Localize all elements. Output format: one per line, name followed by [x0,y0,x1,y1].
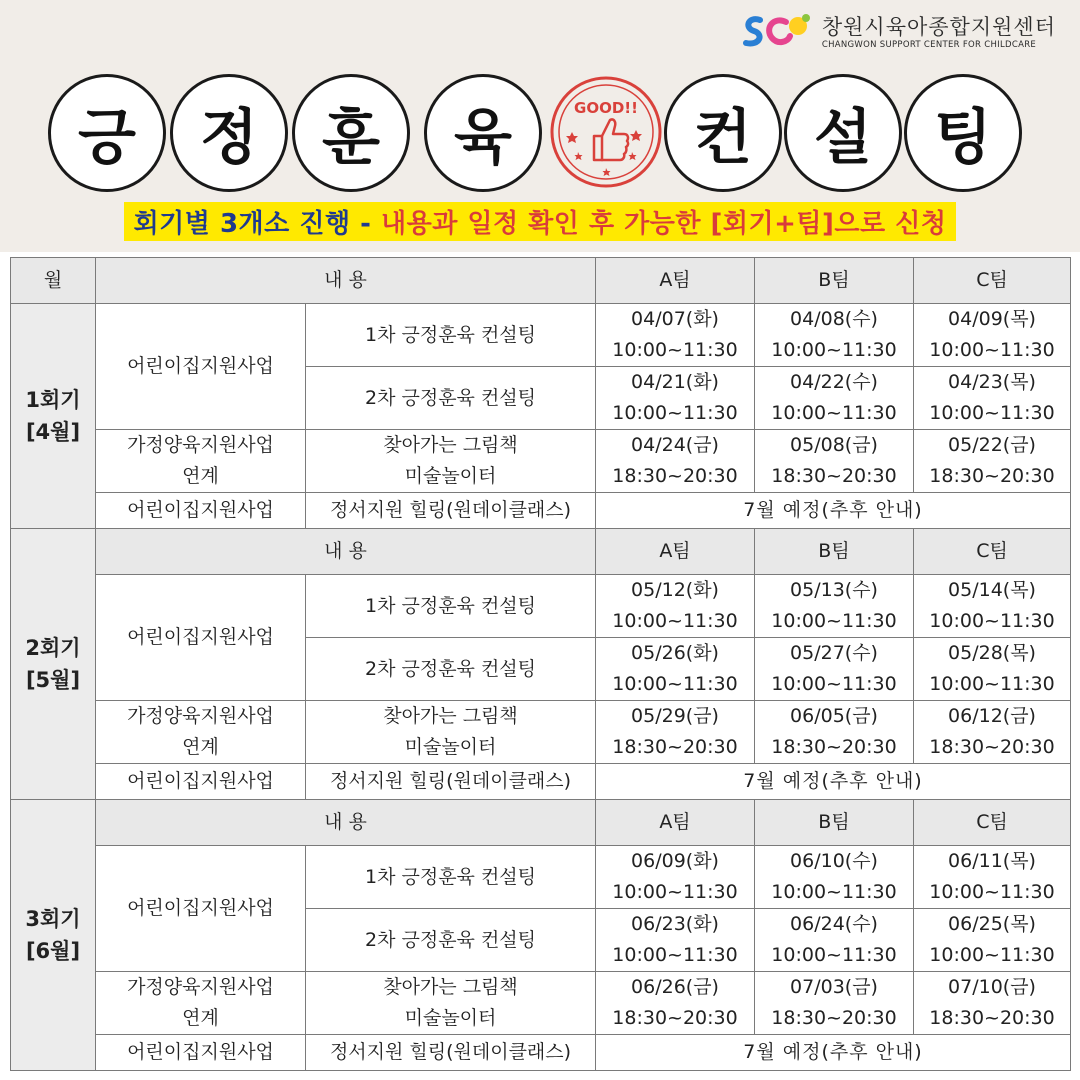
subtitle-highlight [124,202,957,241]
team-c-schedule: 05/28(목) 10:00~11:30 [914,638,1071,701]
pending-schedule-cell: 7월 예정(추후 안내) [596,1035,1071,1071]
team-a-schedule: 06/09(화) 10:00~11:30 [596,846,755,909]
table-header-row [11,529,1071,575]
center-name-english: CHANGWON SUPPORT CENTER FOR CHILDCARE [821,39,1037,50]
title-char: 팅 [904,74,1022,192]
activity-cell: 찾아가는 그림책 미술놀이터 [306,701,596,764]
team-header-b: B팀 [755,800,914,846]
team-a-schedule: 06/26(금) 18:30~20:30 [596,972,755,1035]
activity-cell: 2차 긍정훈육 컨설팅 [306,638,596,701]
team-b-schedule: 05/08(금) 18:30~20:30 [755,430,914,493]
team-c-schedule: 06/25(목) 10:00~11:30 [914,909,1071,972]
table-row [11,764,1071,800]
team-c-schedule: 07/10(금) 18:30~20:30 [914,972,1071,1035]
title [0,74,1080,194]
table-row [11,1035,1071,1071]
title-char: 컨 [664,74,782,192]
table-row [11,430,1071,493]
table-header-row [11,258,1071,304]
schedule-table [10,257,1071,1071]
activity-cell: 찾아가는 그림책 미술놀이터 [306,430,596,493]
stamp-text: GOOD!! [574,99,638,117]
activity-cell: 정서지원 힐링(원데이클래스) [306,1035,596,1071]
team-header-c: C팀 [914,258,1071,304]
program-cell: 어린이집지원사업 [96,575,306,701]
team-a-schedule: 06/23(화) 10:00~11:30 [596,909,755,972]
team-header-c: C팀 [914,800,1071,846]
activity-cell: 1차 긍정훈육 컨설팅 [306,304,596,367]
team-header-b: B팀 [755,258,914,304]
program-cell: 어린이집지원사업 [96,304,306,430]
activity-cell: 1차 긍정훈육 컨설팅 [306,575,596,638]
team-header-a: A팀 [596,800,755,846]
pending-schedule-cell: 7월 예정(추후 안내) [596,764,1071,800]
team-b-schedule: 06/05(금) 18:30~20:30 [755,701,914,764]
team-a-schedule: 05/12(화) 10:00~11:30 [596,575,755,638]
team-a-schedule: 04/24(금) 18:30~20:30 [596,430,755,493]
team-header-a: A팀 [596,258,755,304]
title-char: 육 [424,74,542,192]
title-char: 정 [170,74,288,192]
center-name-korean: 창원시육아종합지원센터 [821,14,1056,39]
program-cell: 가정양육지원사업 연계 [96,430,306,493]
team-c-schedule: 06/11(목) 10:00~11:30 [914,846,1071,909]
team-b-schedule: 04/08(수) 10:00~11:30 [755,304,914,367]
content-header: 내 용 [96,258,596,304]
team-c-schedule: 04/09(목) 10:00~11:30 [914,304,1071,367]
subtitle-part-a: 회기별 3개소 진행 - [133,209,372,239]
team-a-schedule: 05/29(금) 18:30~20:30 [596,701,755,764]
round-label: 2회기 [5월] [11,529,96,800]
team-b-schedule: 07/03(금) 18:30~20:30 [755,972,914,1035]
team-header-a: A팀 [596,529,755,575]
round-label: 1회기 [4월] [11,304,96,529]
table-row [11,304,1071,367]
subtitle-part-b: 내용과 일정 확인 후 가능한 [회기+팀]으로 신청 [380,209,947,239]
logo-mark-icon [740,8,814,52]
program-cell: 어린이집지원사업 [96,764,306,800]
content-header: 내 용 [96,529,596,575]
program-cell: 어린이집지원사업 [96,846,306,972]
program-cell: 가정양육지원사업 연계 [96,972,306,1035]
program-cell: 어린이집지원사업 [96,1035,306,1071]
round-label: 3회기 [6월] [11,800,96,1071]
team-c-schedule: 05/14(목) 10:00~11:30 [914,575,1071,638]
team-c-schedule: 05/22(금) 18:30~20:30 [914,430,1071,493]
good-stamp-icon [548,74,664,190]
table-header-row [11,800,1071,846]
center-logo [740,8,1056,52]
thumbs-up-icon [594,119,628,160]
table-row [11,493,1071,529]
program-cell: 가정양육지원사업 연계 [96,701,306,764]
title-char: 설 [784,74,902,192]
activity-cell: 2차 긍정훈육 컨설팅 [306,367,596,430]
activity-cell: 1차 긍정훈육 컨설팅 [306,846,596,909]
table-row [11,972,1071,1035]
title-char: 훈 [292,74,410,192]
activity-cell: 찾아가는 그림책 미술놀이터 [306,972,596,1035]
team-c-schedule: 04/23(목) 10:00~11:30 [914,367,1071,430]
subtitle [0,202,1080,241]
team-a-schedule: 05/26(화) 10:00~11:30 [596,638,755,701]
program-cell: 어린이집지원사업 [96,493,306,529]
team-header-b: B팀 [755,529,914,575]
pending-schedule-cell: 7월 예정(추후 안내) [596,493,1071,529]
team-a-schedule: 04/21(화) 10:00~11:30 [596,367,755,430]
activity-cell: 정서지원 힐링(원데이클래스) [306,764,596,800]
team-b-schedule: 06/24(수) 10:00~11:30 [755,909,914,972]
content-header: 내 용 [96,800,596,846]
team-a-schedule: 04/07(화) 10:00~11:30 [596,304,755,367]
team-b-schedule: 06/10(수) 10:00~11:30 [755,846,914,909]
month-header: 월 [11,258,96,304]
team-b-schedule: 05/13(수) 10:00~11:30 [755,575,914,638]
team-b-schedule: 05/27(수) 10:00~11:30 [755,638,914,701]
activity-cell: 2차 긍정훈육 컨설팅 [306,909,596,972]
table-row [11,575,1071,638]
team-b-schedule: 04/22(수) 10:00~11:30 [755,367,914,430]
table-row [11,846,1071,909]
title-char: 긍 [48,74,166,192]
header-banner [0,0,1080,252]
team-c-schedule: 06/12(금) 18:30~20:30 [914,701,1071,764]
activity-cell: 정서지원 힐링(원데이클래스) [306,493,596,529]
team-header-c: C팀 [914,529,1071,575]
table-row [11,701,1071,764]
